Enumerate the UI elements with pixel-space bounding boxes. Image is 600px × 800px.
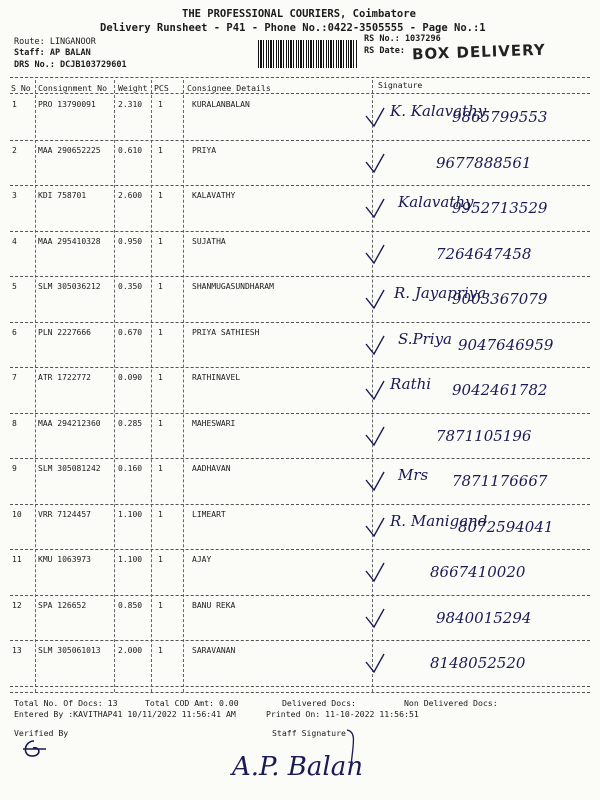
row-pcs: 1 [158, 236, 163, 246]
row-signature: R. Manigand [390, 511, 488, 530]
row-sno: 8 [12, 418, 17, 428]
row-pcs: 1 [158, 555, 163, 564]
row-delivery-tick [364, 288, 386, 312]
row-delivery-tick [364, 243, 386, 267]
row-weight: 2.600 [118, 191, 143, 200]
row-sno: 1 [12, 100, 17, 109]
delivered-docs: Delivered Docs: [282, 698, 356, 708]
row-divider [10, 185, 590, 186]
row-consignment: SPA 126652 [38, 600, 87, 610]
staff-label: Staff: AP BALAN [14, 48, 91, 58]
row-weight: 0.090 [118, 373, 143, 382]
row-consignee: SUJATHA [192, 236, 226, 246]
staff-handwritten-signature: A.P. Balan [232, 752, 363, 782]
company-name: THE PROFESSIONAL COURIERS, Coimbatore [182, 8, 416, 20]
row-sno: 4 [12, 236, 17, 246]
row-consignment: PRO 13790091 [38, 100, 96, 109]
row-sno: 11 [12, 555, 22, 564]
row-consignment: SLM 305081242 [38, 464, 101, 473]
col-consignment: Consignment No [38, 83, 108, 93]
row-delivery-tick [364, 652, 386, 676]
row-weight: 1.100 [118, 555, 143, 564]
row-delivery-tick [364, 106, 386, 130]
row-delivery-tick [364, 470, 386, 494]
printed-on: Printed On: 11-10-2022 11:56:51 [266, 709, 419, 719]
row-consignee: MAHESWARI [192, 418, 236, 428]
row-pcs: 1 [158, 327, 163, 337]
col-divider [35, 80, 36, 692]
header-top-rule [10, 77, 590, 78]
row-delivery-tick [364, 425, 386, 449]
rs-date: RS Date: [364, 46, 405, 56]
row-signature: Rathi [390, 375, 432, 393]
row-pcs: 1 [158, 100, 163, 109]
row-sno: 2 [12, 145, 17, 155]
runsheet-title: Delivery Runsheet - P41 - Phone No.:0422-3505555 - Page No.:1 [100, 22, 486, 34]
row-phone: 9865799553 [452, 108, 548, 126]
row-signature: Mrs [398, 466, 429, 484]
row-delivery-tick [364, 334, 386, 358]
drs-number: DRS No.: DCJB103729601 [14, 60, 127, 70]
row-divider [10, 140, 590, 141]
row-divider [10, 276, 590, 277]
rs-number: RS No.: 1037296 [364, 34, 441, 44]
row-divider [10, 231, 590, 232]
row-divider [10, 458, 590, 459]
row-signature: K. Kalavathy [390, 102, 487, 120]
row-consignee: SARAVANAN [192, 646, 236, 655]
row-pcs: 1 [158, 509, 163, 519]
row-sno: 9 [12, 464, 17, 473]
col-divider [114, 80, 115, 692]
box-delivery-stamp: BOX DELIVERY [411, 40, 547, 64]
row-consignee: LIMEART [192, 509, 226, 519]
total-docs: Total No. Of Docs: 13 [14, 698, 118, 708]
row-consignee: RATHINAVEL [192, 373, 241, 382]
row-phone: 9042461782 [452, 381, 548, 399]
row-weight: 0.160 [118, 464, 143, 473]
col-pcs: PCS [154, 83, 169, 93]
row-signature: R. Jayapriya [394, 284, 487, 302]
row-weight: 0.350 [118, 282, 143, 291]
row-phone: 8148052520 [430, 654, 526, 672]
row-signature: Kalavathy [398, 193, 474, 211]
row-weight: 0.285 [118, 418, 143, 428]
row-divider [10, 640, 590, 641]
row-weight: 0.670 [118, 327, 143, 337]
barcode [258, 40, 358, 68]
row-weight: 0.950 [118, 236, 143, 246]
row-delivery-tick [364, 561, 386, 585]
row-pcs: 1 [158, 282, 163, 291]
row-consignment: KDI 758701 [38, 191, 87, 200]
row-consignment: MAA 290652225 [38, 145, 101, 155]
row-divider [10, 549, 590, 550]
row-divider [10, 504, 590, 505]
row-consignment: SLM 305036212 [38, 282, 101, 291]
row-consignment: MAA 295410328 [38, 236, 101, 246]
col-weight: Weight [118, 83, 148, 93]
row-phone: 7871105196 [436, 426, 532, 445]
col-signature: Signature [378, 80, 423, 90]
entered-by: Entered By :KAVITHAP41 10/11/2022 11:56:41 AM [14, 709, 236, 719]
row-sno: 12 [12, 600, 22, 610]
staff-signature-label: Staff Signature [272, 728, 346, 738]
row-consignee: BANU REKA [192, 600, 236, 610]
col-sno: S No [11, 83, 31, 93]
row-pcs: 1 [158, 646, 163, 655]
col-consignee: Consignee Details [187, 83, 271, 93]
col-divider [151, 80, 152, 692]
row-divider [10, 686, 590, 687]
row-consignee: AJAY [192, 555, 212, 564]
row-sno: 5 [12, 282, 17, 291]
row-delivery-tick [364, 152, 386, 176]
row-pcs: 1 [158, 191, 163, 200]
row-delivery-tick [364, 197, 386, 221]
row-consignee: PRIYA SATHIESH [192, 327, 260, 337]
row-consignee: AADHAVAN [192, 464, 231, 473]
row-sno: 13 [12, 646, 22, 655]
row-delivery-tick [364, 379, 386, 403]
row-phone: 7871176667 [452, 472, 548, 490]
row-divider [10, 322, 590, 323]
row-weight: 2.000 [118, 646, 143, 655]
row-consignee: SHANMUGASUNDHARAM [192, 282, 274, 291]
row-pcs: 1 [158, 373, 163, 382]
footer-rule [10, 692, 590, 693]
row-phone: 9840015294 [436, 608, 532, 627]
row-weight: 0.850 [118, 600, 143, 610]
col-divider [183, 80, 184, 692]
row-weight: 2.310 [118, 100, 143, 109]
row-divider [10, 595, 590, 596]
row-phone: 9003367079 [452, 290, 548, 308]
row-divider [10, 367, 590, 368]
row-phone: 9952713529 [452, 199, 548, 217]
row-pcs: 1 [158, 600, 163, 610]
row-divider [10, 413, 590, 414]
row-weight: 1.100 [118, 509, 143, 519]
row-sno: 3 [12, 191, 17, 200]
row-phone: 9677888561 [436, 153, 532, 172]
verified-by: Verified By [14, 728, 69, 738]
row-consignment: ATR 1722772 [38, 373, 91, 382]
row-pcs: 1 [158, 145, 163, 155]
row-signature: S.Priya [398, 329, 452, 348]
verifier-signature-mark [20, 738, 50, 760]
row-phone: 9047646959 [458, 335, 554, 354]
row-consignment: KMU 1063973 [38, 555, 91, 564]
row-consignee: KALAVATHY [192, 191, 236, 200]
row-consignee: PRIYA [192, 145, 217, 155]
header-bottom-rule [10, 93, 590, 94]
row-consignment: VRR 7124457 [38, 509, 91, 519]
row-sno: 6 [12, 327, 17, 337]
row-sno: 10 [12, 509, 22, 519]
row-phone: 8667410020 [430, 563, 526, 581]
row-phone: 7264647458 [436, 244, 532, 263]
row-sno: 7 [12, 373, 17, 382]
row-pcs: 1 [158, 418, 163, 428]
row-consignment: SLM 305061013 [38, 646, 101, 655]
route-label: Route: LINGANOOR [14, 37, 96, 47]
non-delivered-docs: Non Delivered Docs: [404, 698, 498, 708]
total-cod: Total COD Amt: 0.00 [145, 698, 239, 708]
row-delivery-tick [364, 607, 386, 631]
row-pcs: 1 [158, 464, 163, 473]
row-consignment: MAA 294212360 [38, 418, 101, 428]
row-phone: 8072594041 [458, 517, 554, 536]
row-consignee: KURALANBALAN [192, 100, 250, 109]
row-weight: 0.610 [118, 145, 143, 155]
row-consignment: PLN 2227666 [38, 327, 91, 337]
row-delivery-tick [364, 516, 386, 540]
